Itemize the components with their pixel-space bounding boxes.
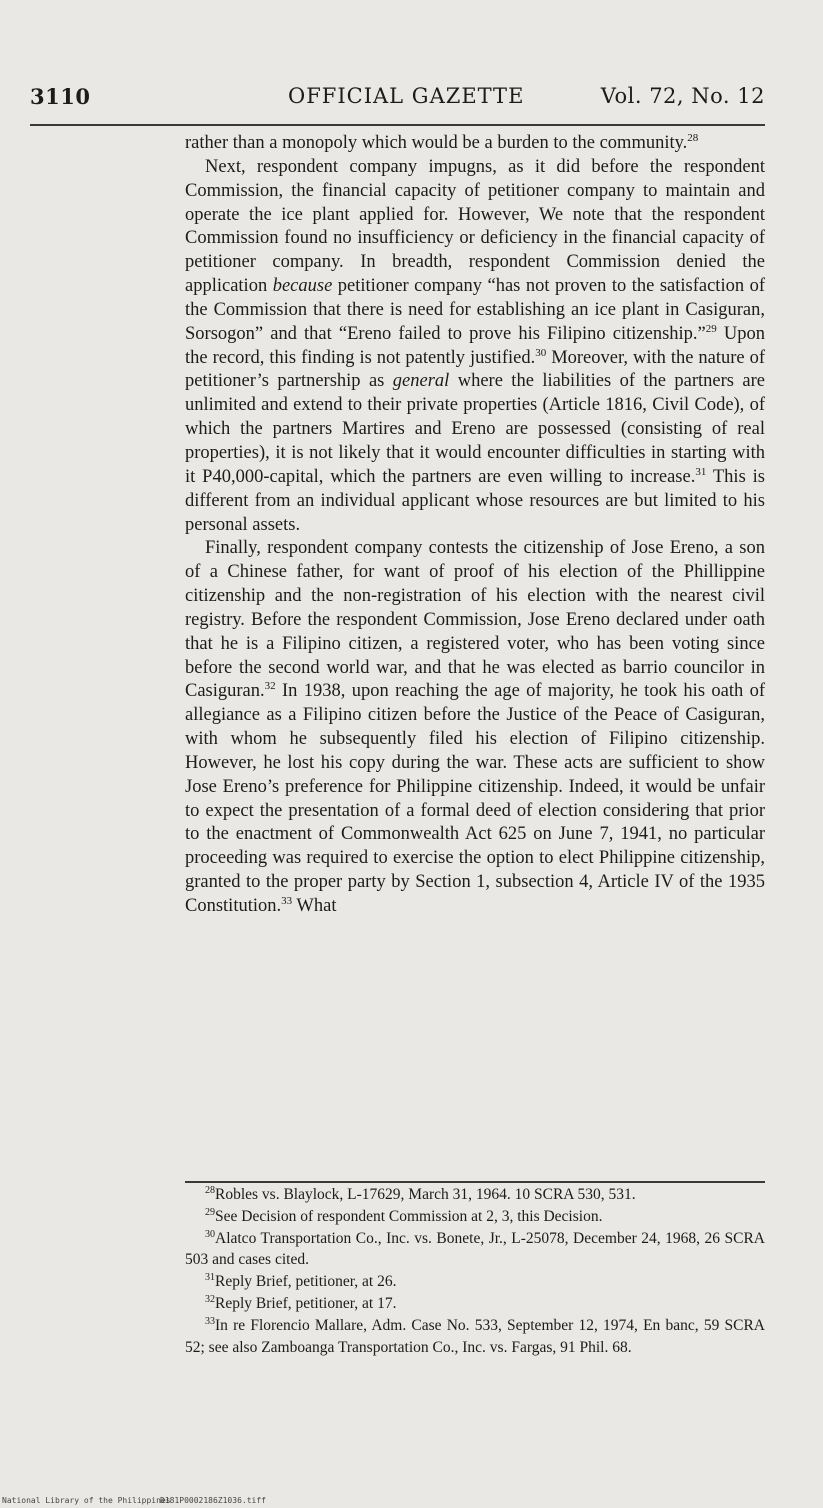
paragraph-2-text: Moreover, with the nature of petitioner’s partnership as xyxy=(185,347,766,392)
publication-title: OFFICIAL GAZETTE xyxy=(288,84,525,108)
footnote-text: See Decision of respondent Commission at 2, 3, this Decision. xyxy=(215,1207,603,1225)
header-divider xyxy=(30,124,765,126)
paragraph-1-text: rather than a monopoly which would be a burden to the community. xyxy=(185,133,688,153)
footnote-text: In re Florencio Mallare, Adm. Case No. 533, September 12, 1974, En banc, 59 SCRA 52; see also Zamboanga Transportation Co., Inc. vs. Fargas, 91 Phil. 68. xyxy=(185,1316,765,1356)
paragraph-2 xyxy=(185,156,765,538)
footnote xyxy=(185,1206,765,1228)
paragraph-2-text: Upon the record, this finding is not patently justified. xyxy=(185,323,765,368)
page-header xyxy=(30,78,765,118)
paragraph-3-text: Finally, respondent company contests the citizenship of Jose Ereno, a son of a Chinese father, for want of proof of his election of the Phillippine citizenship and the non-registration of his election with the nearest civil registry. Before the respondent Commission, Jose Ereno declared under oath that he is a Filipino citizen, a registered voter, who has been voting since before the second world war, and that he was elected as barrio councilor in Casiguran. xyxy=(185,538,765,702)
scan-source-label: National Library of the Philippines xyxy=(2,1496,171,1505)
paragraph-2-text: This is different from an individual applicant whose resources are but limited to his personal assets. xyxy=(185,466,765,535)
footnote-number: 29 xyxy=(205,1206,215,1218)
paragraph-2-text: Next, respondent company impugns, as it did before the respondent Commission, the financial capacity of petitioner company to maintain and operate the ice plant applied for. However, We note that the respondent Commission found no insufficiency or deficiency in the financial capacity of petitioner company. In breadth, respondent Commission denied the application xyxy=(185,156,765,297)
footnote-number: 32 xyxy=(205,1293,215,1305)
footnote-number: 33 xyxy=(205,1315,215,1327)
footnote-text: Alatco Transportation Co., Inc. vs. Bonete, Jr., L-25078, December 24, 1968, 26 SCRA 503 and cases cited. xyxy=(185,1229,765,1269)
footnote-number: 30 xyxy=(205,1228,215,1240)
footnote-number: 28 xyxy=(205,1185,215,1196)
footnote-text: Robles vs. Blaylock, L-17629, March 31, 1964. 10 SCRA 530, 531. xyxy=(215,1186,636,1203)
paragraph-2-text: petitioner company “has not proven to the satisfaction of the Commission that there is need for establishing an ice plant in Casiguran, Sorsogon” and that “Ereno failed to prove his Filipino citizenship.” xyxy=(185,276,765,344)
footnote-text: Reply Brief, petitioner, at 26. xyxy=(215,1273,397,1291)
footnote xyxy=(185,1184,765,1206)
paragraph-3-text: In 1938, upon reaching the age of majority, he took his oath of allegiance as a Filipino citizen before the Justice of the Peace of Casiguran, with whom he subsequently filed his election of Filipino citizenship. However, he lost his copy during the war. These acts are sufficient to show Jose Ereno’s preference for Philippine citizenship. Indeed, it would be unfair to expect the presentation of a formal deed of election considering that prior to the enactment of Commonwealth Act 625 on June 7, 1941, no particular proceeding was required to exercise the option to elect Philippine citizenship, granted to the proper party by Section 1, subsection 4, Article IV of the 1935 Constitution. xyxy=(185,681,765,916)
footnote-number: 31 xyxy=(205,1272,215,1284)
emphasis-because: because xyxy=(272,276,333,297)
body-text xyxy=(185,132,765,919)
footnote xyxy=(185,1228,765,1272)
footnote-text: Reply Brief, petitioner, at 17. xyxy=(215,1294,397,1312)
paragraph-3 xyxy=(185,537,765,919)
footnote-ref-31: 31 xyxy=(695,465,707,478)
footnote-ref-30: 30 xyxy=(535,346,547,359)
footnote-divider xyxy=(185,1181,765,1183)
footnote xyxy=(185,1315,765,1359)
footnote-ref-33: 33 xyxy=(281,895,293,907)
footnote-ref-28: 28 xyxy=(687,132,699,144)
footnote xyxy=(185,1271,765,1293)
footnote xyxy=(185,1293,765,1315)
page-number: 3110 xyxy=(30,84,91,109)
footnotes xyxy=(185,1184,765,1358)
volume-issue: Vol. 72, No. 12 xyxy=(600,84,765,108)
paragraph-1 xyxy=(185,132,765,156)
footnote-ref-29: 29 xyxy=(705,322,717,335)
paragraph-2-text: where the liabilities of the partners are unlimited and extend to their private properties (Article 1816, Civil Code), of which the partners Martires and Ereno are possessed (consisting of real properties), it is not likely that it would encounter difficulties in starting with it P40,000-capital, which the partners are even willing to increase. xyxy=(185,371,765,487)
scan-file-label: D181P0002186Z1036.tiff xyxy=(160,1496,266,1505)
emphasis-general: general xyxy=(392,371,450,392)
footnote-ref-32: 32 xyxy=(264,680,276,693)
paragraph-3-text: What xyxy=(292,896,337,916)
